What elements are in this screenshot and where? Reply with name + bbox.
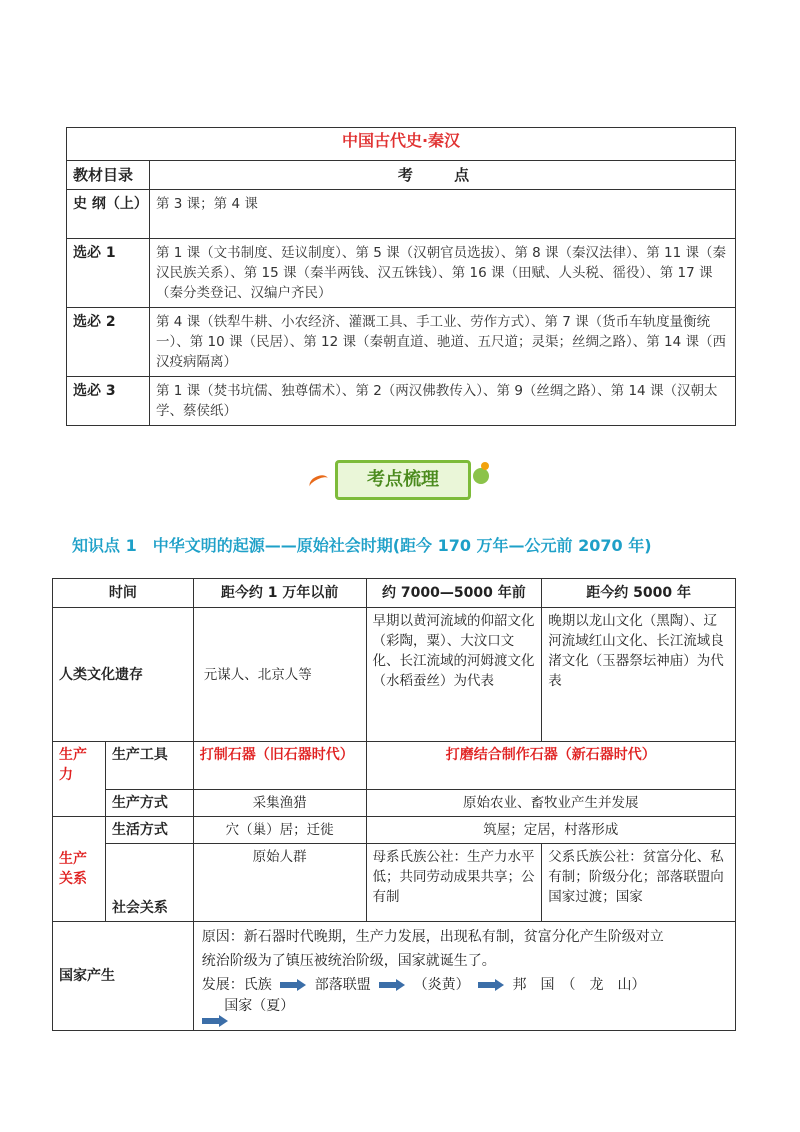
- dev-step-3: 邦 国 （ 龙 山）: [512, 977, 646, 993]
- leaf-icon: [307, 472, 331, 492]
- social-period-3: 父系氏族公社：贫富分化、私有制；阶级分化；部落联盟向国家过渡；国家: [542, 844, 736, 922]
- row-label: 选必 1: [67, 239, 150, 308]
- row-label: 史 纲（上）: [67, 190, 150, 239]
- state-label: 国家产生: [53, 922, 194, 1031]
- life-label: 生活方式: [105, 817, 193, 844]
- syllabus-title: 中国古代史·秦汉: [67, 128, 736, 161]
- header-period-3: 距今约 5000 年: [542, 579, 736, 608]
- section-banner: [305, 458, 495, 500]
- culture-label: 人类文化遗存: [53, 608, 194, 742]
- dot-icon: [481, 462, 489, 470]
- mode-label: 生产方式: [105, 790, 193, 817]
- banner-label: 考点梳理: [335, 460, 471, 500]
- arrow-right-icon: [478, 979, 504, 991]
- dev-step-2: （炎黄）: [413, 977, 470, 993]
- knowledge-point-title: 知识点 1 中华文明的起源——原始社会时期(距今 170 万年—公元前 2070 年): [72, 536, 652, 555]
- col-header-topics: 考 点: [150, 161, 736, 190]
- arrow-right-icon: [202, 1015, 228, 1027]
- table-row: [67, 190, 736, 239]
- row-text: 第 1 课（文书制度、廷议制度）、第 5 课（汉朝官员选拔）、第 8 课（秦汉法律）、第 11 课（秦汉民族关系）、第 15 课（秦半两钱、汉五铢钱）、第 16 课（田赋、人头税、徭役）、第 17 课（秦分类登记、汉编户齐民）: [150, 239, 736, 308]
- header-period-2: 约 7000—5000 年前: [366, 579, 542, 608]
- life-period-1: 穴（巢）居；迁徙: [193, 817, 366, 844]
- arrow-right-icon: [280, 979, 306, 991]
- row-text: 第 3 课；第 4 课: [150, 190, 736, 239]
- table-row: [67, 308, 736, 377]
- relations-label: 生产关系: [53, 817, 106, 922]
- arrow-right-icon: [379, 979, 405, 991]
- civilization-table: [52, 578, 736, 1031]
- culture-period-2: 早期以黄河流域的仰韶文化（彩陶，粟）、大汶口文化、长江流域的河姆渡文化（水稻蚕丝）为代表: [366, 608, 542, 742]
- col-header-catalog: 教材目录: [67, 161, 150, 190]
- state-development: [202, 973, 729, 997]
- row-label: 选必 3: [67, 377, 150, 426]
- syllabus-table: [66, 127, 736, 426]
- mode-period-1: 采集渔猎: [193, 790, 366, 817]
- table-row: [67, 239, 736, 308]
- state-cause-2: 统治阶级为了镇压被统治阶级，国家就诞生了。: [201, 953, 496, 969]
- mode-period-23: 原始农业、畜牧业产生并发展: [366, 790, 735, 817]
- tools-period-23: 打磨结合制作石器（新石器时代）: [366, 742, 735, 790]
- dev-step-1: 部落联盟: [314, 977, 371, 993]
- header-time: 时间: [53, 579, 194, 608]
- culture-period-3: 晚期以龙山文化（黑陶）、辽河流域红山文化、长江流域良渚文化（玉器祭坛神庙）为代表: [542, 608, 736, 742]
- tools-period-1: 打制石器（旧石器时代）: [193, 742, 366, 790]
- social-period-1: 原始人群: [193, 844, 366, 922]
- row-text: 第 1 课（焚书坑儒、独尊儒术）、第 2（两汉佛教传入）、第 9（丝绸之路）、第 14 课（汉朝太学、蔡侯纸）: [150, 377, 736, 426]
- flower-icon: [473, 468, 489, 484]
- row-text: 第 4 课（铁犁牛耕、小农经济、灌溉工具、手工业、劳作方式）、第 7 课（货币车轨度量衡统一）、第 10 课（民居）、第 12 课（秦朝直道、驰道、五尺道；灵渠；丝绸之路）、第 14 课（西汉疫病隔离）: [150, 308, 736, 377]
- table-row: [67, 377, 736, 426]
- dev-prefix: 发展：氏族: [201, 977, 272, 993]
- productive-forces-label: 生产力: [53, 742, 106, 817]
- life-period-23: 筑屋；定居，村落形成: [366, 817, 735, 844]
- state-cause: 原因：新石器时代晚期，生产力发展，出现私有制，贫富分化产生阶级对立: [201, 929, 664, 945]
- dev-step-4: 国家（夏）: [224, 998, 295, 1014]
- culture-period-1: 元谋人、北京人等: [193, 608, 366, 742]
- social-period-2: 母系氏族公社：生产力水平低；共同劳动成果共享；公有制: [366, 844, 542, 922]
- header-period-1: 距今约 1 万年以前: [193, 579, 366, 608]
- row-label: 选必 2: [67, 308, 150, 377]
- tools-label: 生产工具: [105, 742, 193, 790]
- social-label: 社会关系: [105, 844, 193, 922]
